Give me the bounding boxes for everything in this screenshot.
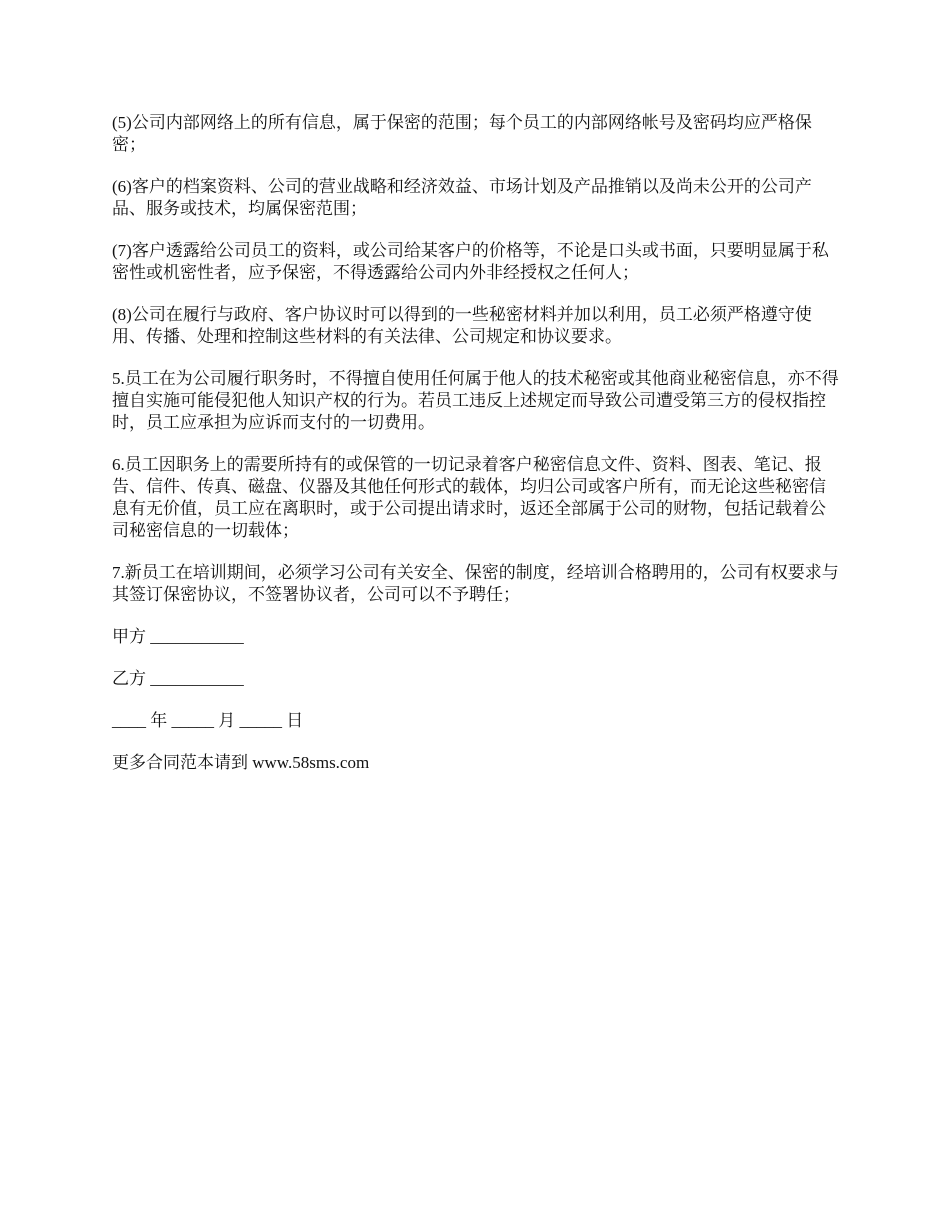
paragraph-item-8: (8)公司在履行与政府、客户协议时可以得到的一些秘密材料并加以利用，员工必须严格遵守使用、传播、处理和控制这些材料的有关法律、公司规定和协议要求。: [112, 305, 812, 346]
party-a-signature-line: 甲方 ___________: [112, 627, 244, 646]
date-line: ____ 年 _____ 月 _____ 日: [112, 711, 304, 730]
paragraph-item-6: (6)客户的档案资料、公司的营业战略和经济效益、市场计划及产品推销以及尚未公开的公司产品、服务或技术，均属保密范围；: [112, 177, 812, 218]
paragraph-item-5: (5)公司内部网络上的所有信息，属于保密的范围；每个员工的内部网络帐号及密码均应严格保密；: [112, 113, 812, 154]
paragraph-clause-5: 5.员工在为公司履行职务时，不得擅自使用任何属于他人的技术秘密或其他商业秘密信息，亦不得擅自实施可能侵犯他人知识产权的行为。若员工违反上述规定而导致公司遭受第三方的侵权指控时，员工应承担为应诉而支付的一切费用。: [112, 369, 839, 432]
paragraph-clause-6: 6.员工因职务上的需要所持有的或保管的一切记录着客户秘密信息文件、资料、图表、笔记、报告、信件、传真、磁盘、仪器及其他任何形式的载体，均归公司或客户所有，而无论这些秘密信息有无价值，员工应在离职时，或于公司提出请求时，返还全部属于公司的财物，包括记载着公司秘密信息的一切载体；: [112, 455, 826, 540]
party-b-signature-line: 乙方 ___________: [112, 669, 244, 688]
paragraph-clause-7: 7.新员工在培训期间，必须学习公司有关安全、保密的制度，经培训合格聘用的，公司有权要求与其签订保密协议，不签署协议者，公司可以不予聘任；: [112, 563, 839, 604]
footer-link-text: 更多合同范本请到 www.58sms.com: [112, 753, 370, 772]
document-body: [112, 112, 842, 794]
paragraph-item-7: (7)客户透露给公司员工的资料，或公司给某客户的价格等，不论是口头或书面，只要明显属于私密性或机密性者，应予保密，不得透露给公司内外非经授权之任何人；: [112, 241, 829, 282]
